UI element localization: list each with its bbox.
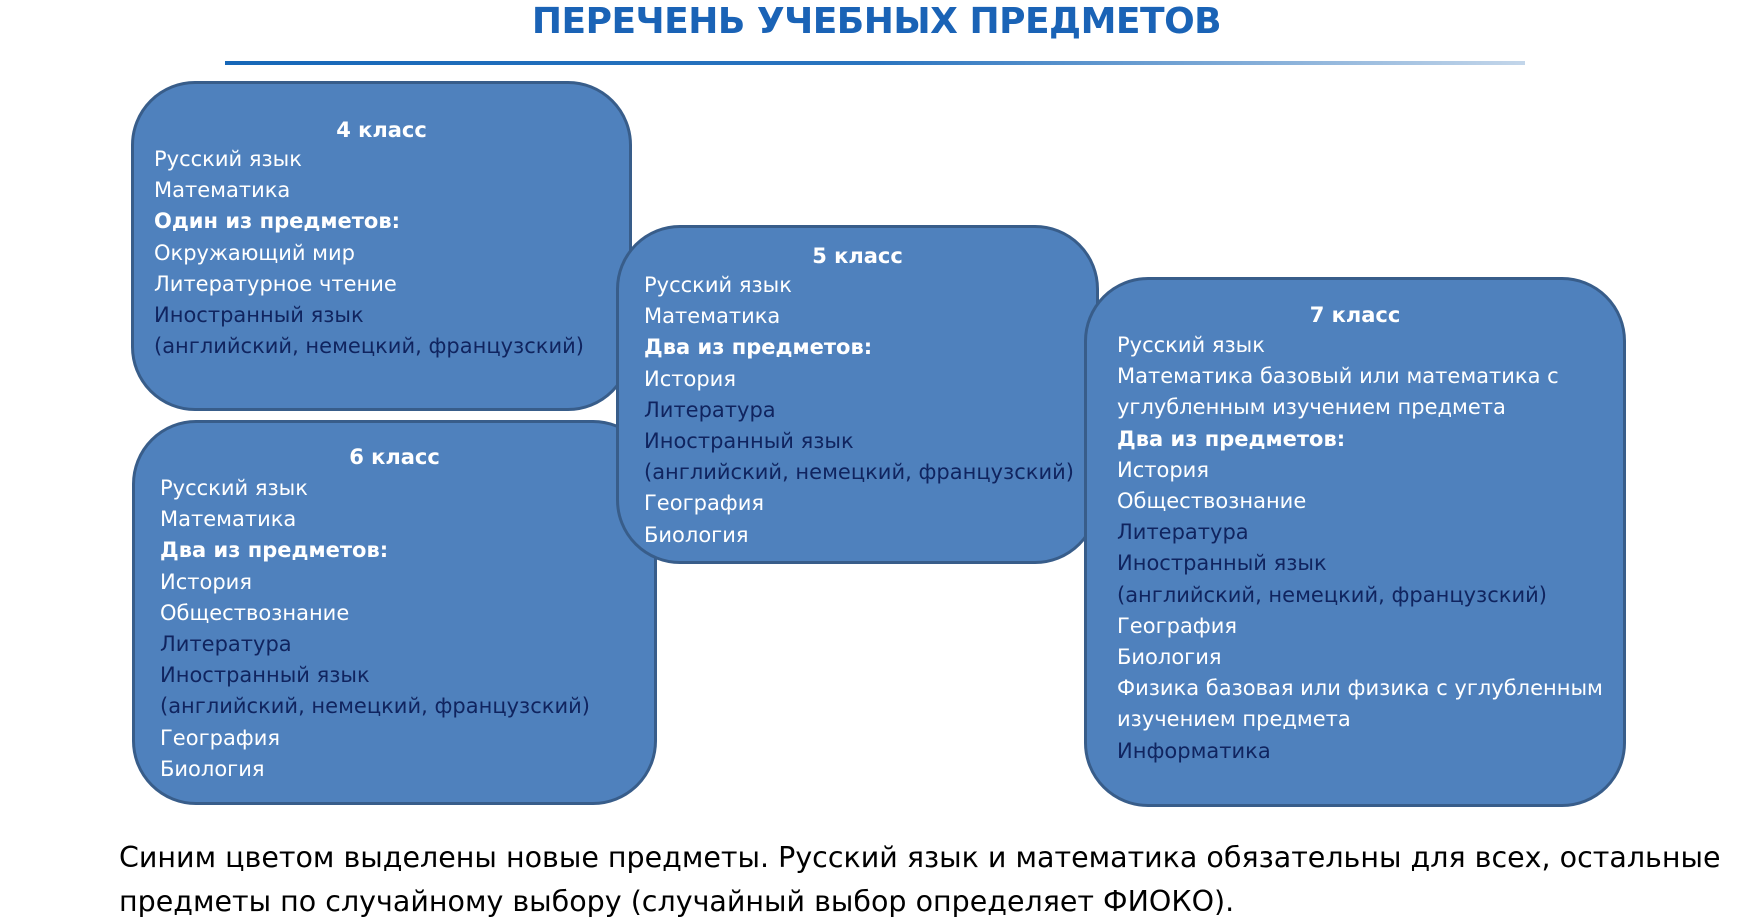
subject-item: Литература	[160, 632, 292, 657]
legend-note	[119, 836, 1719, 924]
selection-rule-label: Два из предметов:	[644, 335, 873, 360]
subject-item: Математика	[154, 178, 291, 203]
subject-item: Физика базовая или физика с углубленным	[1117, 676, 1603, 701]
subject-item: Обществознание	[160, 600, 350, 625]
subject-item: География	[1117, 613, 1238, 638]
subject-item: Математика базовый или математика с	[1117, 364, 1559, 389]
subject-item: География	[644, 491, 765, 516]
subject-item: География	[160, 725, 281, 750]
subject-item: Литература	[644, 397, 776, 422]
grade-4-box	[131, 81, 632, 411]
grade-4-subject-list	[154, 144, 584, 362]
subject-item: Математика	[160, 507, 297, 532]
subject-item: Иностранный язык	[160, 663, 370, 688]
subject-item: (английский, немецкий, французский)	[154, 334, 584, 359]
subject-item: Русский язык	[154, 147, 302, 171]
grade-6-subject-list	[160, 473, 590, 785]
grade-5-subject-list	[644, 270, 1074, 551]
subject-item: углубленным изучением предмета	[1117, 395, 1506, 420]
subject-item: История	[644, 366, 736, 391]
selection-rule-label: Два из предметов:	[160, 538, 389, 563]
grade-4-header: 4 класс	[336, 118, 427, 142]
subject-item: Иностранный язык	[644, 429, 854, 454]
legend-note-line-2: предметы по случайному выбору (случайный выбор определяет ФИОКО).	[119, 885, 1235, 918]
grade-7-header: 7 класс	[1309, 303, 1401, 327]
selection-rule-label: Два из предметов:	[1117, 426, 1346, 451]
subject-item: Русский язык	[1117, 333, 1265, 357]
title-underline	[225, 61, 1525, 65]
subject-item: Литература	[1117, 520, 1249, 545]
subject-item: (английский, немецкий, французский)	[644, 460, 1074, 485]
subject-item: Биология	[644, 522, 749, 547]
subject-item: Биология	[1117, 645, 1222, 670]
subject-item: Русский язык	[644, 273, 792, 297]
subject-item: Иностранный язык	[154, 303, 364, 328]
page-title: ПЕРЕЧЕНЬ УЧЕБНЫХ ПРЕДМЕТОВ	[531, 1, 1222, 42]
subject-item: (английский, немецкий, французский)	[160, 694, 590, 719]
grade-6-header: 6 класс	[349, 445, 440, 469]
subject-item: Иностранный язык	[1117, 551, 1327, 576]
subject-item: Русский язык	[160, 476, 308, 500]
subject-item: Математика	[644, 304, 781, 329]
subject-item: Информатика	[1117, 738, 1271, 763]
subject-item: Обществознание	[1117, 489, 1307, 514]
subject-item: Биология	[160, 756, 265, 781]
selection-rule-label: Один из предметов:	[154, 209, 401, 234]
grade-5-header: 5 класс	[812, 244, 903, 268]
subject-item: (английский, немецкий, французский)	[1117, 582, 1547, 607]
subject-item: История	[1117, 457, 1209, 482]
grade-7-subject-list	[1117, 330, 1603, 767]
grade-6-box	[132, 420, 657, 805]
grade-7-box	[1084, 277, 1626, 807]
subject-item: История	[160, 569, 252, 594]
subject-item: Литературное чтение	[154, 271, 397, 296]
subject-item: изучением предмета	[1117, 707, 1351, 732]
legend-note-line-1: Синим цветом выделены новые предметы. Русский язык и математика обязательны для всех, остальные	[119, 841, 1721, 874]
subject-item: Окружающий мир	[154, 240, 356, 265]
grade-5-box	[616, 225, 1099, 564]
